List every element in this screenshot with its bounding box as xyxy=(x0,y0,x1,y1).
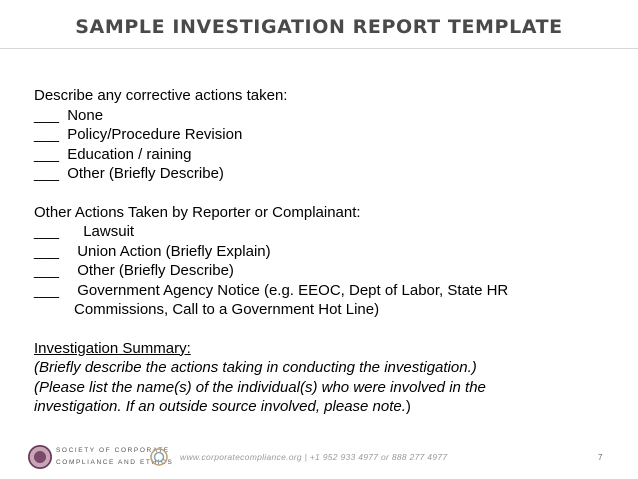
other-action-government-continuation: Commissions, Call to a Government Hot Line) xyxy=(74,301,380,318)
document-title: SAMPLE INVESTIGATION REPORT TEMPLATE xyxy=(75,16,563,38)
blank-line: ___ xyxy=(34,106,60,124)
blank-line: ___ xyxy=(34,262,60,279)
corrective-heading: Describe any corrective actions taken: xyxy=(34,87,288,104)
other-action-label: Lawsuit xyxy=(83,223,135,240)
corrective-item-other xyxy=(34,164,624,184)
other-action-label: Union Action (Briefly Explain) xyxy=(77,242,271,260)
blank-line: ___ xyxy=(34,145,60,163)
corrective-item-label: Other (Briefly Describe) xyxy=(67,165,224,182)
corrective-item-policy xyxy=(34,125,624,145)
corrective-item-education xyxy=(34,145,624,165)
org-name-line1: SOCIETY OF CORPORATE xyxy=(56,447,170,454)
blank-line: ___ xyxy=(34,281,60,299)
summary-heading: Investigation Summary: xyxy=(34,339,191,357)
blank-line: ___ xyxy=(34,242,60,260)
summary-instruction-3 xyxy=(34,397,624,417)
scce-seal-icon xyxy=(28,445,52,469)
corrective-item-label: Policy/Procedure Revision xyxy=(67,126,243,143)
summary-instruction-2: (Please list the name(s) of the individual(s) who were involved in the xyxy=(34,378,486,396)
blank-line: ___ xyxy=(34,126,60,143)
blank-line: ___ xyxy=(34,165,60,182)
title-divider xyxy=(0,48,638,49)
page-footer xyxy=(28,443,618,473)
ccep-logo-icon xyxy=(148,447,170,467)
other-action-union xyxy=(34,242,624,262)
other-action-other xyxy=(34,261,624,281)
blank-line: ___ xyxy=(34,223,60,240)
other-action-lawsuit xyxy=(34,222,624,242)
report-body xyxy=(34,86,624,417)
summary-instruction-1: (Briefly describe the actions taking in conducting the investigation.) xyxy=(34,359,477,376)
other-actions-heading: Other Actions Taken by Reporter or Complainant: xyxy=(34,203,361,221)
page-number: 7 xyxy=(598,453,603,462)
other-action-label: Other (Briefly Describe) xyxy=(77,262,234,279)
corrective-item-none xyxy=(34,106,624,126)
corrective-item-label: None xyxy=(67,106,104,124)
summary-instruction-3-close: ) xyxy=(405,398,411,415)
corrective-item-label: Education / raining xyxy=(67,145,192,163)
summary-instruction-3-text: investigation. If an outside source involved, please note. xyxy=(34,398,406,415)
org-name-line2: COMPLIANCE AND ETHICS xyxy=(56,459,174,466)
other-action-label: Government Agency Notice (e.g. EEOC, Dept of Labor, State HR xyxy=(77,281,509,299)
contact-info: www.corporatecompliance.org | +1 952 933 4977 or 888 277 4977 xyxy=(180,452,448,462)
other-action-government xyxy=(34,281,624,301)
